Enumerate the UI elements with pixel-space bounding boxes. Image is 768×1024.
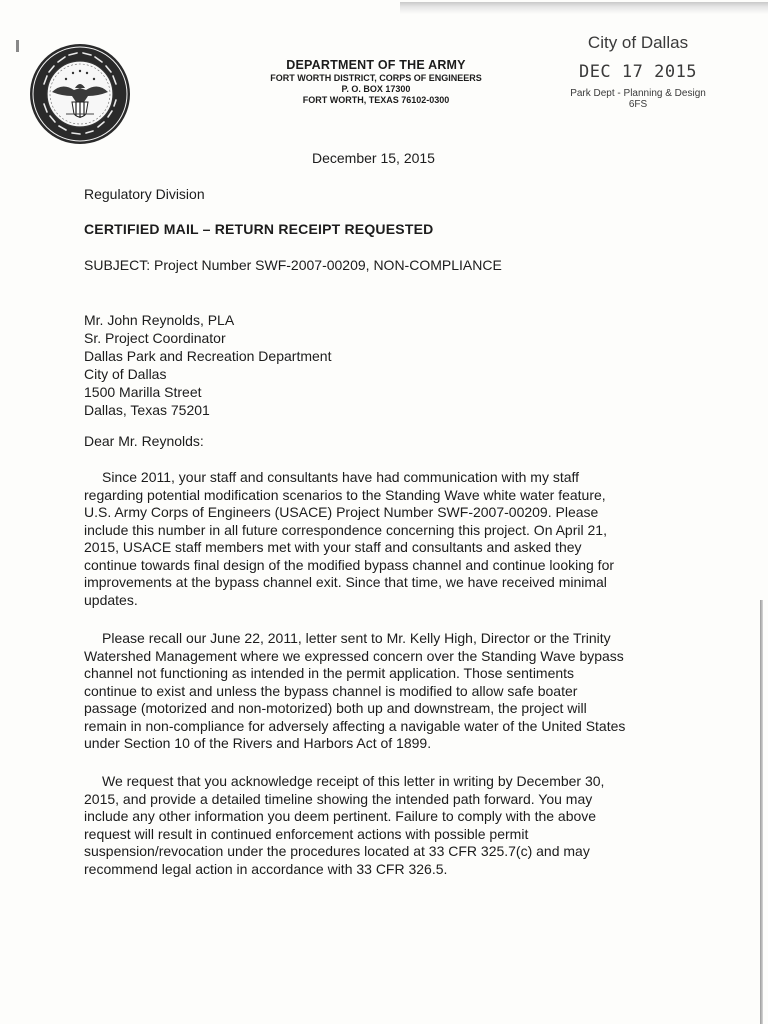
division-line: Regulatory Division xyxy=(84,186,205,202)
department-of-defense-seal-icon xyxy=(28,42,132,146)
recipient-line: 1500 Marilla Street xyxy=(84,384,202,400)
paragraph-line: Since 2011, your staff and consultants have had communication with my staff xyxy=(102,469,580,485)
subject-line: SUBJECT: Project Number SWF-2007-00209, NON-COMPLIANCE xyxy=(84,257,502,273)
body-paragraph xyxy=(84,469,666,609)
recipient-line: City of Dallas xyxy=(84,366,167,382)
recipient-line: Dallas, Texas 75201 xyxy=(84,402,210,418)
department-name: DEPARTMENT OF THE ARMY xyxy=(286,58,466,72)
salutation: Dear Mr. Reynolds: xyxy=(84,433,204,449)
recipient-address xyxy=(84,311,331,419)
paragraph-line: channel not functioning as intended in the permit application. Those sentiments xyxy=(84,665,575,681)
paragraph-line: recommend legal action in accordance with 33 CFR 326.5. xyxy=(84,860,448,877)
paragraph-line: include any other information you deem pertinent. Failure to comply with the above xyxy=(84,808,597,824)
paragraph-line: Please recall our June 22, 2011, letter sent to Mr. Kelly High, Director or the Trinity xyxy=(102,630,611,646)
recipient-line: Sr. Project Coordinator xyxy=(84,330,226,346)
paragraph-line: Watershed Management where we expressed concern over the Standing Wave bypass xyxy=(84,647,624,664)
body-paragraph xyxy=(84,630,666,753)
paragraph-line: remain in non-compliance for adversely affecting a navigable water of the United States xyxy=(84,717,626,734)
scan-mark xyxy=(16,40,19,52)
paragraph-line: continue towards final design of the modified bypass channel and continue looking for xyxy=(84,556,615,573)
paragraph-line: continue to exist and unless the bypass channel is modified to allow safe boater xyxy=(84,682,578,699)
paragraph-line: 2015, USACE staff members met with your staff and consultants and asked they xyxy=(84,539,582,555)
paragraph-line: U.S. Army Corps of Engineers (USACE) Project Number SWF-2007-00209. Please xyxy=(84,504,599,520)
mail-notice: CERTIFIED MAIL – RETURN RECEIPT REQUESTED xyxy=(84,221,434,237)
scan-edge-top xyxy=(400,2,768,14)
paragraph-line: 2015, and provide a detailed timeline showing the intended path forward. You may xyxy=(84,790,593,807)
recipient-line: Dallas Park and Recreation Department xyxy=(84,348,332,364)
paragraph-line: under Section 10 of the Rivers and Harbors Act of 1899. xyxy=(84,735,432,751)
paragraph-line: We request that you acknowledge receipt of this letter in writing by December 30, xyxy=(102,773,605,789)
letterhead-address-line: P. O. BOX 17300 xyxy=(341,84,411,94)
letterhead-address-line: FORT WORTH DISTRICT, CORPS OF ENGINEERS xyxy=(270,73,482,83)
paragraph-line: passage (motorized and non-motorized) both up and downstream, the project will xyxy=(84,700,587,716)
received-stamp xyxy=(548,32,728,110)
scan-edge-right xyxy=(760,600,763,1024)
letterhead-address-line: FORT WORTH, TEXAS 76102-0300 xyxy=(302,95,450,105)
stamp-date: DEC 17 2015 xyxy=(578,62,698,82)
paragraph-line: include this number in all future correspondence concerning this project. On April 21, xyxy=(84,521,607,538)
stamp-department: Park Dept - Planning & Design xyxy=(570,88,706,99)
paragraph-line: request will result in continued enforcement actions with possible permit xyxy=(84,825,529,842)
letterhead xyxy=(226,58,526,106)
paragraph-line: suspension/revocation under the procedures located at 33 CFR 325.7(c) and may xyxy=(84,843,590,859)
paragraph-line: regarding potential modification scenarios to the Standing Wave white water feature, xyxy=(84,486,606,503)
body-paragraph xyxy=(84,773,666,878)
stamp-city: City of Dallas xyxy=(587,33,689,52)
recipient-line: Mr. John Reynolds, PLA xyxy=(84,312,235,328)
paragraph-line: improvements at the bypass channel exit. Since that time, we have received minimal xyxy=(84,574,607,590)
paragraph-line: updates. xyxy=(84,591,138,608)
stamp-code: 6FS xyxy=(628,99,648,110)
letter-date: December 15, 2015 xyxy=(312,150,435,166)
